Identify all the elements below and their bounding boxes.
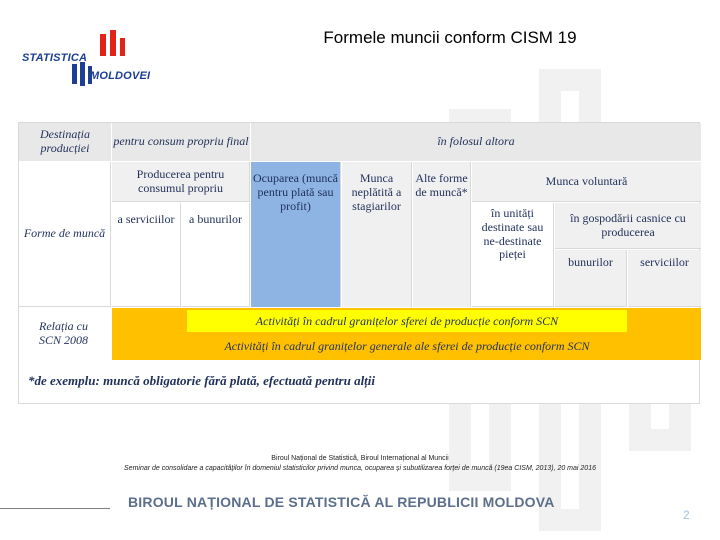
statistica-moldovei-logo xyxy=(18,28,158,98)
header-own-final-use: pentru consum propriu final xyxy=(112,123,250,161)
volunteer-work: Munca voluntară xyxy=(472,162,701,202)
own-use-production: Producerea pentru consumul propriu xyxy=(112,162,250,202)
household-goods: bunurilor xyxy=(555,250,627,307)
work-forms-table xyxy=(18,122,700,404)
volunteer-in-households: în gospodării casnice cu producerea xyxy=(555,203,701,249)
other-forms-of-work: Alte forme de muncă* xyxy=(413,162,471,307)
band-scn-production: Activități în cadrul granițelor sferei de producție conform SCN xyxy=(187,310,627,332)
source-line-1: Biroul Național de Statistică, Biroul Internațional al Muncii xyxy=(271,455,449,462)
header-forms-of-work: Forme de muncă xyxy=(19,162,111,307)
page-number: 2 xyxy=(683,508,690,522)
volunteer-in-units: în unități destinate sau ne-destinate pieței xyxy=(472,203,554,307)
household-services: serviciilor xyxy=(628,250,701,307)
logo-line2: MOLDOVEI xyxy=(90,70,151,82)
header-relation-scn: Relația cu SCN 2008 xyxy=(39,319,89,347)
slide-title: Formele muncii conform CISM 19 xyxy=(323,28,577,47)
table-footnote: *de exemplu: muncă obligatorie fără plată, efectuată pentru alții xyxy=(28,373,376,388)
unpaid-trainee-work: Munca neplătită a stagiarilor xyxy=(342,162,412,307)
footer-rule xyxy=(0,508,110,509)
header-use-by-others: în folosul altora xyxy=(251,123,701,161)
source-line-2: Seminar de consolidare a capacităților în domeniul statisticilor privind munca, ocuparea și subutilizarea forței de muncă (19ea CISM, 2013), 20 mai 2016 xyxy=(124,465,596,472)
band-general-production: Activități în cadrul granițelor generale ale sferei de producție conform SCN xyxy=(224,338,590,353)
header-destination: Destinația producției xyxy=(19,123,111,161)
own-use-services: a serviciilor xyxy=(112,203,181,307)
own-use-goods: a bunurilor xyxy=(182,203,250,307)
footer-brand: BIROUL NAȚIONAL DE STATISTICĂ AL REPUBLICII MOLDOVA xyxy=(128,494,555,510)
employment: Ocuparea (muncă pentru plată sau profit) xyxy=(251,162,341,307)
logo-line1: STATISTICA xyxy=(22,52,88,64)
